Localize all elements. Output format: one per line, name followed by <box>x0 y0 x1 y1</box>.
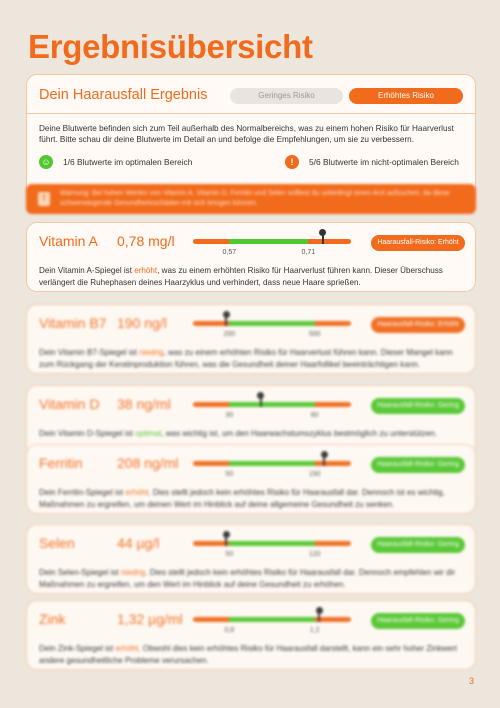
vitamin-value: 1,32 µg/ml <box>117 611 183 627</box>
vitamin-name: Ferritin <box>39 455 83 471</box>
range-high-tick: 150 <box>308 471 321 478</box>
value-marker <box>260 395 262 407</box>
vitamin-description <box>39 567 463 591</box>
optimal-stat <box>39 155 192 169</box>
vitamin-description <box>39 428 463 440</box>
vitamin-card-vitamin-a <box>26 222 476 292</box>
range-bar <box>193 239 351 256</box>
optimal-range <box>229 321 314 326</box>
vitamin-name: Vitamin A <box>39 233 98 249</box>
range-high-tick: 1,2 <box>309 627 320 634</box>
risk-high-pill: Erhöhtes Risiko <box>349 88 463 104</box>
vitamin-card-vitamin-b7 <box>26 304 476 374</box>
vitamin-value: 38 ng/ml <box>117 396 171 412</box>
range-high-tick: 120 <box>308 551 321 558</box>
desc-end: . Dies stellt jedoch kein erhöhtes Risiko für Haarausfall dar. Dennoch empfehlen wir dir Maßnahmen zu ergreifen, um den Wert im Hinblick auf deine Gesundheit zu erhöhen. <box>39 568 456 589</box>
vitamin-description <box>39 265 463 289</box>
desc-start: Dein Zink-Spiegel ist <box>39 644 116 653</box>
optimal-stat-text: 1/6 Blutwerte im optimalen Bereich <box>63 157 193 167</box>
warning-text: Warnung: Bei hohen Werten von Vitamin A, Vitamin D, Ferritin und Selen solltest du unbedingt einen Arzt aufsuchen, da diese schwerwiegende Gesundheitsschäden mit sich bringen können. <box>60 190 450 207</box>
exclamation-icon: ! <box>285 155 299 169</box>
desc-start: Dein Vitamin B7-Spiegel ist <box>39 348 140 357</box>
value-marker <box>225 534 227 546</box>
range-bar <box>193 321 351 338</box>
desc-end: . Obwohl dies kein erhöhtes Risiko für Haarausfall darstellt, kann ein sehr hoher Zinkwert andere gesundheitliche Probleme verursachen. <box>39 644 457 665</box>
nonoptimal-stat <box>285 155 459 169</box>
optimal-range <box>229 461 314 466</box>
optimal-range <box>229 239 308 244</box>
vitamin-name: Selen <box>39 535 75 551</box>
desc-start: Dein Ferritin-Spiegel ist <box>39 488 126 497</box>
divider <box>27 113 475 114</box>
vitamin-card-selen <box>26 524 476 594</box>
nonoptimal-stat-text: 5/6 Blutwerte im nicht-optimalen Bereich <box>309 157 459 167</box>
page-number: 3 <box>468 676 474 686</box>
desc-start: Dein Selen-Spiegel ist <box>39 568 121 577</box>
risk-badge: Haarausfall-Risiko: Gering <box>371 457 465 473</box>
desc-start: Dein Vitamin D-Spiegel ist <box>39 429 136 438</box>
desc-end: . Dies stellt jedoch kein erhöhtes Risiko für Haarausfall dar. Dennoch ist es wichtig, Maßnahmen zu ergreifen, um deinen Wert im Hinblick auf deine allgemeine Gesundheit zu senken. <box>39 488 445 509</box>
range-high-tick: 0,71 <box>301 249 316 256</box>
range-high-tick: 500 <box>308 331 321 338</box>
desc-highlight: erhöht <box>134 266 158 275</box>
vitamin-description <box>39 347 463 371</box>
desc-end: , was zu einem erhöhten Risiko für Haarverlust führen kann. Dieser Mangel kann zum Rückgang der Keratinproduktion führen, was die Gesundheit deiner Haarfollikel beeinträchtigen kann. <box>39 348 453 369</box>
vitamin-value: 44 µg/l <box>117 535 160 551</box>
desc-highlight: niedrig <box>139 348 164 357</box>
vitamin-name: Vitamin D <box>39 396 100 412</box>
range-low-tick: 50 <box>225 551 234 558</box>
risk-badge: Haarausfall-Risiko: Erhöht <box>371 317 465 333</box>
range-bar <box>193 461 351 478</box>
range-low-tick: 0,57 <box>222 249 237 256</box>
value-marker <box>225 314 227 326</box>
value-marker <box>323 454 325 466</box>
range-low-tick: 30 <box>225 412 234 419</box>
optimal-range <box>229 402 314 407</box>
desc-start: Dein Vitamin A-Spiegel ist <box>39 266 135 275</box>
desc-end: , was zu einem erhöhten Risiko für Haarverlust führen kann. Dieser Überschuss verlängert die Ruhephasen deines Haarzyklus und verhindert, dass neue Haare sprießen. <box>39 266 443 287</box>
risk-low-pill: Geringes Risiko <box>230 88 343 104</box>
risk-badge: Haarausfall-Risiko: Gering <box>371 537 465 553</box>
warning-icon: ! <box>38 192 50 206</box>
desc-end: , was wichtig ist, um den Haarwachstumszyklus bestmöglich zu unterstützen. <box>161 429 437 438</box>
vitamin-description <box>39 643 463 667</box>
range-bar <box>193 617 351 634</box>
desc-highlight: optimal <box>135 429 162 438</box>
range-high-tick: 60 <box>310 412 319 419</box>
vitamin-name: Vitamin B7 <box>39 315 107 331</box>
warning-banner <box>26 184 476 214</box>
result-description: Deine Blutwerte befinden sich zum Teil außerhalb des Normalbereichs, was zu einem hohen Risiko für Haarverlust führt. Bitte schau dir deine Blutwerte im Detail an und befolge die Empfehlungen, um sie zu verbessern. <box>39 124 454 144</box>
range-low-tick: 50 <box>225 471 234 478</box>
range-bar <box>193 541 351 558</box>
vitamin-name: Zink <box>39 611 66 627</box>
vitamin-value: 208 ng/ml <box>117 455 179 471</box>
smiley-icon: ☺ <box>39 155 53 169</box>
range-low-tick: 200 <box>223 331 236 338</box>
vitamin-card-ferritin <box>26 444 476 514</box>
result-heading: Dein Haarausfall Ergebnis <box>39 87 208 103</box>
desc-highlight: erhöht <box>125 488 149 497</box>
vitamin-card-zink <box>26 600 476 670</box>
range-bar <box>193 402 351 419</box>
value-marker <box>318 610 320 622</box>
optimal-range <box>229 541 314 546</box>
desc-highlight: niedrig <box>120 568 146 577</box>
value-marker <box>322 232 324 244</box>
optimal-range <box>229 617 314 622</box>
desc-highlight: erhöht <box>115 644 139 653</box>
risk-badge: Haarausfall-Risiko: Gering <box>371 613 465 629</box>
range-low-tick: 0,8 <box>224 627 235 634</box>
vitamin-value: 0,78 mg/l <box>117 233 175 249</box>
vitamin-value: 190 ng/l <box>117 315 167 331</box>
risk-badge: Haarausfall-Risiko: Gering <box>371 398 465 414</box>
vitamin-description <box>39 487 463 511</box>
risk-badge: Haarausfall-Risiko: Erhöht <box>371 235 465 251</box>
page-title: Ergebnisübersicht <box>28 28 313 65</box>
